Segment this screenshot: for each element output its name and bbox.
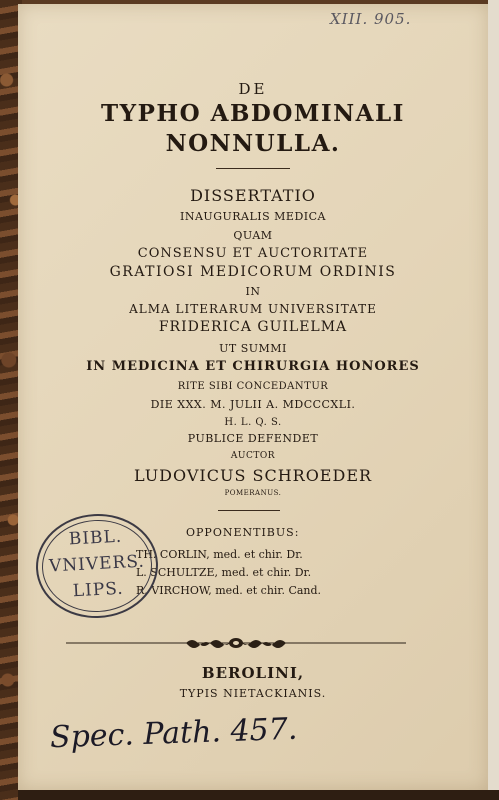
- hlqs-line: H. L. Q. S.: [224, 417, 282, 428]
- in-line: IN: [245, 285, 261, 298]
- title-page: [18, 4, 488, 790]
- friderica-line: FRIDERICA GUILELMA: [158, 319, 348, 335]
- stamp-line: VNIVERS.: [48, 551, 146, 577]
- date-line: DIE XXX. M. JULII A. MDCCCXLI.: [150, 398, 356, 411]
- ornamental-rule: [66, 634, 406, 652]
- stamp-line: BIBL.: [68, 526, 123, 550]
- dissertatio-heading: DISSERTATIO: [190, 186, 316, 205]
- shelfmark-note: XIII. 905.: [330, 10, 412, 28]
- gratiosi-line: GRATIOSI MEDICORUM ORDINIS: [109, 264, 397, 280]
- background-edge-bottom: [18, 790, 499, 800]
- author-name: LUDOVICUS SCHROEDER: [133, 466, 373, 485]
- imprint-city: BEROLINI,: [201, 664, 305, 682]
- opponents-heading: OPPONENTIBUS:: [186, 526, 300, 539]
- alma-line: ALMA LITERARUM UNIVERSITATE: [129, 302, 377, 316]
- rite-line: RITE SIBI CONCEDANTUR: [177, 381, 329, 392]
- background-edge: [488, 0, 499, 800]
- handwritten-call-number: Spec. Path. 457.: [49, 711, 298, 756]
- opponent-item: L. SCHULTZE, med. et chir. Dr.: [136, 566, 312, 579]
- honores-line: IN MEDICINA ET CHIRURGIA HONORES: [86, 359, 420, 374]
- author-divider: [218, 510, 280, 511]
- title-line-1: TYPHO ABDOMINALI: [101, 100, 405, 127]
- title-divider: [216, 168, 290, 169]
- title-line-2: NONNULLA.: [165, 130, 341, 157]
- inauguralis-line: INAUGURALIS MEDICA: [180, 210, 326, 223]
- opponent-item: R. VIRCHOW, med. et chir. Cand.: [136, 584, 322, 597]
- quam-line: QUAM: [233, 229, 273, 242]
- auctor-line: AUCTOR: [230, 451, 276, 461]
- title-prefix: DE: [238, 80, 268, 98]
- stamp-line: LIPS.: [72, 578, 125, 602]
- consensu-line: CONSENSU ET AUCTORITATE: [137, 246, 369, 261]
- ut-summi-line: UT SUMMI: [219, 342, 287, 355]
- library-stamp: [33, 511, 160, 621]
- publice-line: PUBLICE DEFENDET: [187, 432, 319, 445]
- pomeranus-line: POMERANUS.: [224, 489, 282, 497]
- opponent-item: TH. CORLIN, med. et chir. Dr.: [136, 548, 303, 561]
- imprint-printer: TYPIS NIETACKIANIS.: [179, 687, 327, 700]
